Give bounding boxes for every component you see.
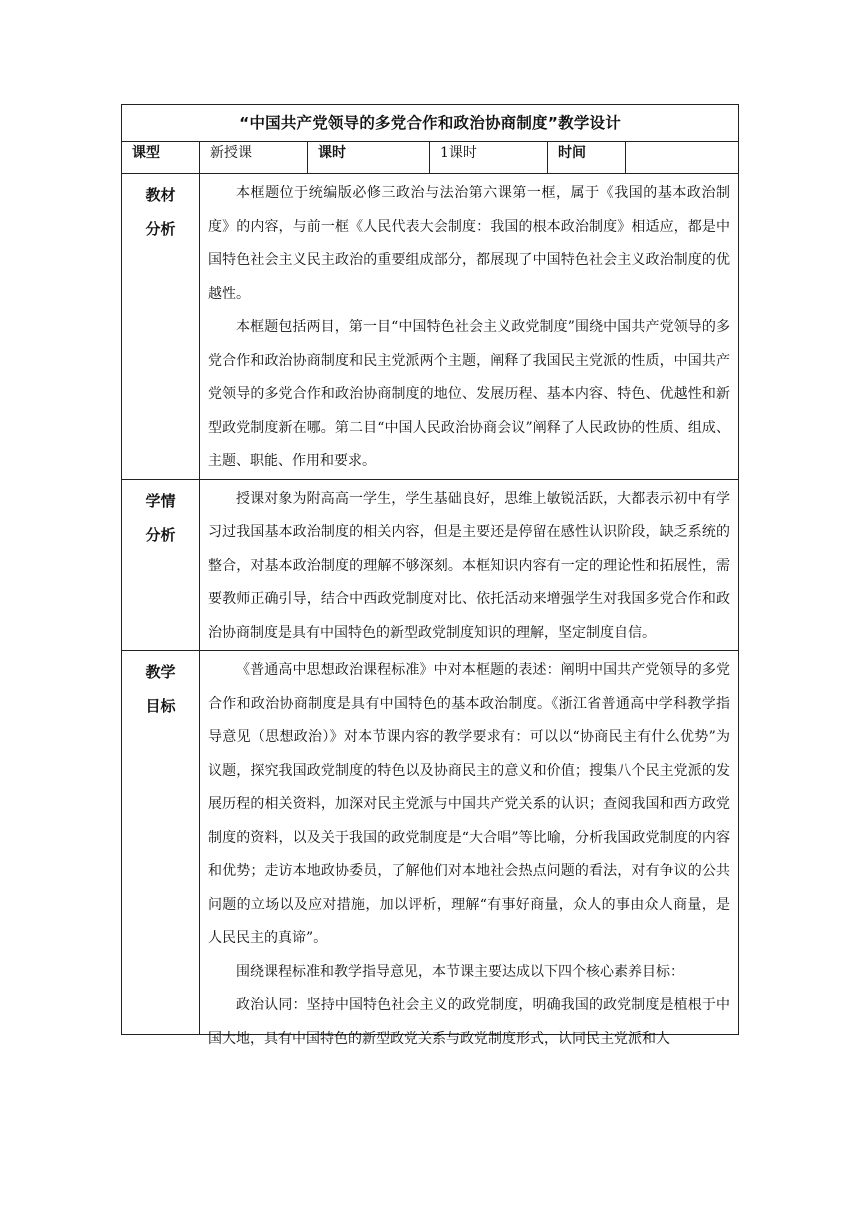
section-teaching-goals bbox=[122, 651, 739, 1035]
section-student-analysis bbox=[122, 479, 739, 651]
course-type-label: 课型 bbox=[122, 142, 200, 174]
paragraph: 《普通高中思想政治课程标准》中对本框题的表述：阐明中国共产党领导的多党合作和政治协商制度是具有中国特色的基本政治制度。《浙江省普通高中学科教学指导意见（思想政治）》对本节课内容的教学要求有：可以以“协商民主有什么优势”为议题，探究我国政党制度的特色以及协商民主的意义和价值；搜集八个民主党派的发展历程的相关资料，加深对民主党派与中国共产党关系的认识；查阅我国和西方政党制度的资料，以及关于我国的政党制度是“大合唱”等比喻，分析我国政党制度的内容和优势；走访本地政协委员，了解他们对本地社会热点问题的看法，对有争议的公共问题的立场以及应对措施，加以评析，理解“有事好商量，众人的事由众人商量，是人民民主的真谛”。 bbox=[208, 662, 731, 946]
paragraph: 本框题包括两目，第一目“中国特色社会主义政党制度”围绕中国共产党领导的多党合作和政治协商制度和民主党派两个主题，阐释了我国民主党派的性质，中国共产党领导的多党合作和政治协商制度的地位、发展历程、基本内容、特色、优越性和新型政党制度新在哪。第二目“中国人民政治协商会议”阐释了人民政协的性质、组成、主题、职能、作用和要求。 bbox=[208, 319, 731, 469]
time-value[interactable] bbox=[626, 142, 739, 174]
paragraph: 授课对象为附高高一学生，学生基础良好，思维上敏锐活跃，大都表示初中有学习过我国基本政治制度的相关内容，但是主要还是停留在感性认识阶段，缺乏系统的整合，对基本政治制度的理解不够深刻。本框知识内容有一定的理论性和拓展性，需要教师正确引导，结合中西政党制度对比、依托活动来增强学生对我国多党合作和政治协商制度是具有中国特色的新型政党制度知识的理解，坚定制度自信。 bbox=[208, 490, 731, 641]
course-type-value: 新授课 bbox=[200, 142, 308, 174]
time-label: 时间 bbox=[548, 142, 626, 174]
lesson-plan-page bbox=[121, 104, 738, 1047]
section-content bbox=[200, 651, 739, 1047]
document-title: “中国共产党领导的多党合作和政治协商制度”教学设计 bbox=[122, 105, 739, 142]
paragraph: 本框题位于统编版必修三政治与法治第六课第一框，属于《我国的基本政治制度》的内容，与前一框《人民代表大会制度：我国的根本政治制度》相适应，都是中国特色社会主义民主政治的重要组成部分，都展现了中国特色社会主义政治制度的优越性。 bbox=[208, 185, 731, 302]
section-content bbox=[200, 174, 739, 480]
section-label bbox=[122, 651, 200, 1035]
section-label-line1: 教学 bbox=[145, 663, 176, 681]
section-content bbox=[200, 479, 739, 651]
section-label-line1: 教材 bbox=[145, 186, 176, 204]
section-label-line1: 学情 bbox=[145, 491, 176, 510]
section-label bbox=[122, 479, 200, 651]
section-label-line2: 目标 bbox=[145, 697, 176, 715]
paragraph: 政治认同：坚持中国特色社会主义的政党制度，明确我国的政党制度是植根于中国大地，具有中国特色的新型政党关系与政党制度形式，认同民主党派和人 bbox=[208, 997, 731, 1047]
section-textbook-analysis bbox=[122, 174, 739, 480]
section-label-line2: 分析 bbox=[145, 220, 176, 238]
hours-label: 课时 bbox=[308, 142, 430, 174]
lesson-plan-table bbox=[121, 104, 739, 1047]
paragraph: 围绕课程标准和教学指导意见，本节课主要达成以下四个核心素养目标： bbox=[236, 963, 684, 980]
section-content-clip bbox=[208, 654, 731, 1047]
hours-value: 1课时 bbox=[430, 142, 548, 174]
section-label-line2: 分析 bbox=[145, 525, 176, 544]
section-label bbox=[122, 174, 200, 480]
info-row bbox=[122, 142, 739, 174]
